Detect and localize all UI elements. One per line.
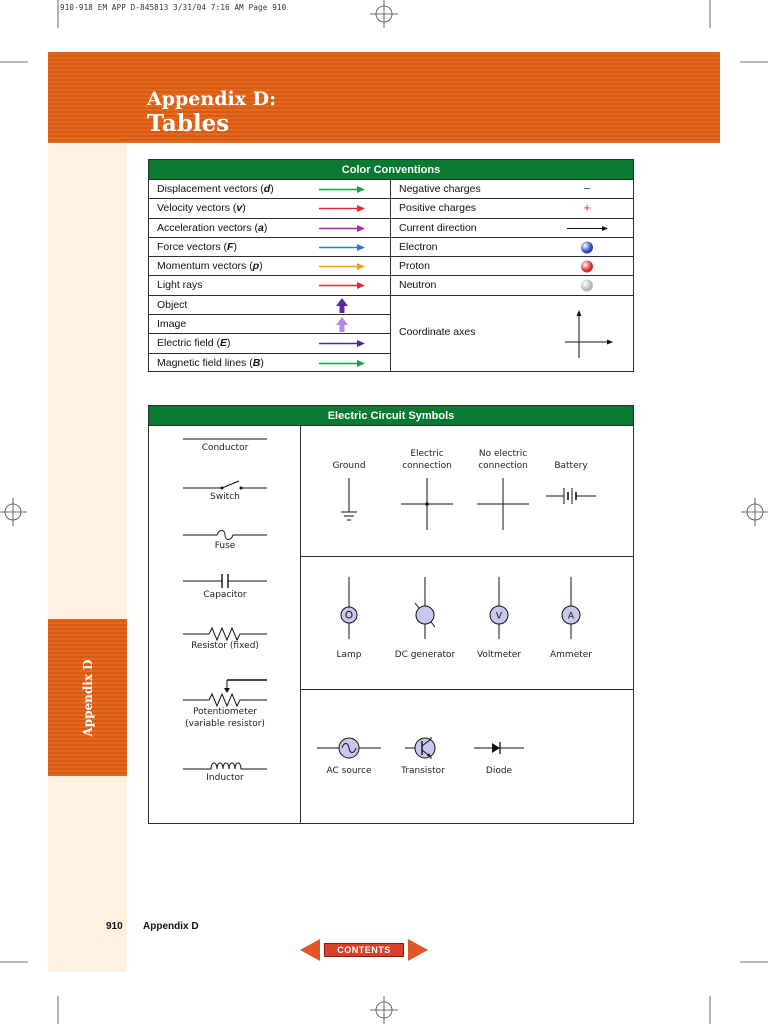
convention-symbol <box>317 354 367 373</box>
vector-convention-row <box>149 199 390 218</box>
diode-symbol <box>471 737 527 777</box>
convention-label: Velocity vectors (v) <box>157 202 246 215</box>
convention-symbol <box>317 276 367 295</box>
convention-label: Current direction <box>399 221 477 234</box>
color-conventions-table <box>148 159 634 372</box>
vector-arrow-icon <box>317 199 367 218</box>
dc-generator-label: DC generator <box>394 650 456 660</box>
no-electric-connection-icon <box>477 478 529 530</box>
convention-label: Image <box>157 318 187 331</box>
no-electric-connection-label: No electric <box>478 449 528 459</box>
footer-section-title: Appendix D <box>143 921 199 932</box>
diode-label: Diode <box>485 766 513 776</box>
coordinate-axes-label: Coordinate axes <box>399 325 476 338</box>
vector-convention-row <box>149 276 390 295</box>
convention-label: Momentum vectors (p) <box>157 260 263 273</box>
electric-connection-label-2: connection <box>402 461 452 471</box>
convention-symbol <box>317 315 367 334</box>
vector-arrow-icon <box>317 354 367 373</box>
side-tab <box>48 619 127 776</box>
no-electric-connection-symbol <box>471 448 535 530</box>
electric-connection-label: Electric <box>410 449 444 459</box>
no-electric-connection-label-2: connection <box>478 461 528 471</box>
potentiometer-label: Potentiometer <box>193 707 257 717</box>
conductor-label: Conductor <box>201 443 249 453</box>
diode-icon <box>474 737 524 759</box>
ac-source-icon <box>317 737 381 759</box>
previous-page-arrow-icon[interactable] <box>300 939 320 961</box>
convention-label: Electric field (E) <box>157 337 231 350</box>
vector-convention-row <box>149 238 390 257</box>
connections-row <box>301 426 633 557</box>
inductor-icon <box>183 760 267 772</box>
resistor-label: Resistor (fixed) <box>191 641 259 651</box>
convention-symbol <box>317 296 367 315</box>
convention-label: Proton <box>399 260 430 273</box>
particle-sphere-icon <box>565 276 609 295</box>
svg-text:V: V <box>495 611 503 622</box>
current-arrow-icon <box>565 219 609 238</box>
voltmeter-symbol <box>471 577 527 661</box>
voltmeter-icon <box>489 577 509 639</box>
ground-label: Ground <box>332 461 366 471</box>
side-tab-label: Appendix D <box>80 658 95 737</box>
ground-symbol <box>323 460 375 524</box>
page-title: Tables <box>147 110 230 137</box>
convention-label: Neutron <box>399 279 437 292</box>
transistor-label: Transistor <box>401 766 445 776</box>
potentiometer-symbol <box>179 678 271 730</box>
passive-components-column <box>149 426 301 823</box>
voltmeter-label: Voltmeter <box>476 650 522 660</box>
appendix-subtitle: Appendix D: <box>147 88 277 110</box>
battery-label: Battery <box>554 461 588 471</box>
charge-conventions-column <box>391 180 633 372</box>
resistor-symbol <box>179 626 271 652</box>
electric-connection-icon <box>401 478 453 530</box>
convention-label: Positive charges <box>399 202 477 215</box>
switch-symbol <box>179 479 271 503</box>
next-page-arrow-icon[interactable] <box>408 939 428 961</box>
charge-convention-row <box>391 180 633 199</box>
convention-symbol <box>317 238 367 257</box>
contents-nav <box>300 939 428 961</box>
convention-label: Displacement vectors (d) <box>157 183 274 195</box>
vector-convention-row <box>149 257 390 276</box>
particle-sphere-icon <box>565 257 609 276</box>
vector-arrow-icon <box>317 180 367 199</box>
ac-source-symbol <box>313 737 385 777</box>
circuit-symbols-grid <box>301 426 633 823</box>
battery-icon <box>546 486 596 506</box>
dc-generator-symbol <box>389 577 461 661</box>
charge-convention-row <box>391 238 633 257</box>
fuse-label: Fuse <box>214 541 236 551</box>
capacitor-icon <box>183 573 267 589</box>
svg-text:A: A <box>567 611 575 622</box>
page-number: 910 <box>106 921 123 932</box>
potentiometer-sublabel: (variable resistor) <box>185 719 265 729</box>
convention-symbol <box>317 180 367 199</box>
convention-label: Negative charges <box>399 183 481 195</box>
circuit-symbols-title: Electric Circuit Symbols <box>149 406 633 426</box>
print-slug-line: 910-918 EM APP D-845813 3/31/04 7:16 AM Page 910 <box>60 3 287 12</box>
switch-icon <box>183 479 267 491</box>
vector-convention-row <box>149 180 390 199</box>
meters-row <box>301 557 633 690</box>
capacitor-label: Capacitor <box>203 590 247 600</box>
convention-label: Light rays <box>157 279 203 292</box>
charge-convention-row <box>391 257 633 276</box>
lamp-symbol <box>323 577 375 661</box>
inductor-label: Inductor <box>206 773 244 783</box>
ground-icon <box>339 478 359 524</box>
contents-button[interactable]: CONTENTS <box>324 943 404 957</box>
coordinate-axes-icon <box>561 306 617 362</box>
convention-label: Object <box>157 298 188 311</box>
minus-icon: − <box>583 181 591 196</box>
ammeter-label: Ammeter <box>550 650 592 660</box>
vector-arrow-icon <box>317 334 367 353</box>
vector-arrow-icon <box>317 276 367 295</box>
page-margin-strip <box>48 143 127 972</box>
circuit-symbols-table <box>148 405 634 824</box>
vector-conventions-column <box>149 180 391 372</box>
vector-convention-row <box>149 334 390 353</box>
convention-symbol <box>317 257 367 276</box>
switch-label: Switch <box>210 492 240 502</box>
lamp-label: Lamp <box>336 650 362 660</box>
convention-label: Force vectors (F) <box>157 240 237 253</box>
ammeter-icon <box>561 577 581 639</box>
charge-convention-row <box>391 276 633 295</box>
capacitor-symbol <box>179 573 271 601</box>
active-components-row <box>301 690 633 823</box>
charge-convention-row <box>391 199 633 218</box>
vector-convention-row <box>149 296 390 315</box>
upright-arrow-icon <box>317 296 367 315</box>
plus-icon: + <box>583 200 591 216</box>
charge-convention-row <box>391 219 633 238</box>
transistor-icon <box>405 737 441 759</box>
vector-convention-row <box>149 315 390 334</box>
vector-arrow-icon <box>317 238 367 257</box>
convention-symbol <box>317 334 367 353</box>
vector-arrow-icon <box>317 219 367 238</box>
transistor-symbol <box>397 737 449 777</box>
convention-label: Magnetic field lines (B) <box>157 356 264 369</box>
convention-label: Acceleration vectors (a) <box>157 221 268 234</box>
convention-symbol <box>317 219 367 238</box>
particle-sphere-icon <box>565 238 609 257</box>
battery-symbol <box>545 460 597 506</box>
dc-generator-icon <box>410 577 440 639</box>
resistor-icon <box>183 626 267 640</box>
conductor-symbol <box>179 436 271 454</box>
fuse-symbol <box>179 528 271 552</box>
ac-source-label: AC source <box>326 766 372 776</box>
vector-convention-row <box>149 219 390 238</box>
lamp-icon <box>339 577 359 639</box>
electric-connection-symbol <box>397 448 457 530</box>
potentiometer-icon <box>183 678 267 706</box>
coordinate-axes-row <box>391 296 633 373</box>
vector-convention-row <box>149 354 390 373</box>
vector-arrow-icon <box>317 257 367 276</box>
fuse-icon <box>183 528 267 540</box>
inductor-symbol <box>179 760 271 784</box>
convention-symbol <box>317 199 367 218</box>
ammeter-symbol <box>545 577 597 661</box>
convention-label: Electron <box>399 240 438 253</box>
color-conventions-title: Color Conventions <box>149 160 633 180</box>
upright-arrow-icon <box>317 315 367 334</box>
